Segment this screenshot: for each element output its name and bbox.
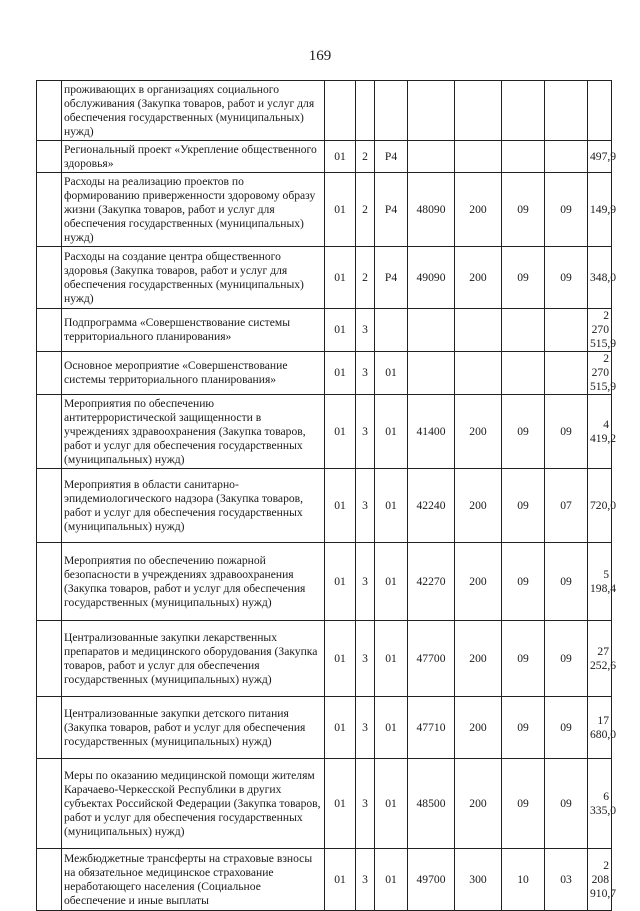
budget-table [36,80,617,911]
row-amount: 149,9 [588,173,612,247]
table-row [37,81,612,141]
row-amount: 348,0 [588,247,612,309]
row-name: Мероприятия по обеспечению антитеррористической защищенности в учреждениях здравоохранения (Закупка товаров, работ и услуг для обеспечения государственных (муниципальных) нужд) [62,395,325,469]
row-amount: 2 208 910,7 [588,849,612,911]
row-name: Расходы на создание центра общественного здоровья (Закупка товаров, работ и услуг для обеспечения государственных (муниципальных) нужд) [62,247,325,309]
row-name: Основное мероприятие «Совершенствование системы территориального планирования» [62,352,325,395]
budget-table-body [37,81,617,911]
row-amount: 497,9 [588,141,612,173]
table-row: Подпрограмма «Совершенствование системы территориального планирования» 01 3 2 270 515,9 [37,309,612,352]
row-name: Меры по оказанию медицинской помощи жителям Карачаево-Черкесской Республики в других субъектах Российской Федерации (Закупка товаров, работ и услуг для обеспечения государственных (муниципальных) нужд) [62,759,325,849]
row-amount: 17 680,0 [588,697,612,759]
table-row: Расходы на создание центра общественного здоровья (Закупка товаров, работ и услуг для обеспечения государственных (муниципальных) нужд) 01 2 P4 49090 200 09 09 348,0 [37,247,612,309]
row-amount: 2 270 515,9 [588,352,612,395]
row-name: Подпрограмма «Совершенствование системы территориального планирования» [62,309,325,352]
row-name: Централизованные закупки детского питания (Закупка товаров, работ и услуг для обеспечения государственных (муниципальных) нужд) [62,697,325,759]
row-amount: 6 335,0 [588,759,612,849]
table-row: Расходы на реализацию проектов по формированию приверженности здоровому образу жизни (Закупка товаров, работ и услуг для обеспечения государственных (муниципальных) нужд) 01 2 P4 48090 200 09 09 149,9 [37,173,612,247]
row-amount: 720,0 [588,469,612,543]
row-amount: 4 419,2 [588,395,612,469]
table-row: Централизованные закупки детского питания (Закупка товаров, работ и услуг для обеспечения государственных (муниципальных) нужд) 01 3 01 47710 200 09 09 17 680,0 [37,697,612,759]
row-name: Мероприятия по обеспечению пожарной безопасности в учреждениях здравоохранения (Закупка товаров, работ и услуг для обеспечения государственных (муниципальных) нужд) [62,543,325,621]
table-row: Централизованные закупки лекарственных препаратов и медицинского оборудования (Закупка товаров, работ и услуг для обеспечения государственных (муниципальных) нужд) 01 3 01 47700 200 09 09 27 252,6 [37,621,612,697]
table-row: Межбюджетные трансферты на страховые взносы на обязательное медицинское страхование неработающего населения (Социальное обеспечение и иные выплаты 01 3 01 49700 300 10 03 2 208 910,7 [37,849,612,911]
row-amount: 5 198,4 [588,543,612,621]
row-name: Мероприятия в области санитарно-эпидемиологического надзора (Закупка товаров, работ и услуг для обеспечения государственных (муниципальных) нужд) [62,469,325,543]
page-number: 169 [308,48,332,64]
row-name: проживающих в организациях социального обслуживания (Закупка товаров, работ и услуг для обеспечения государственных (муниципальных) нужд) [62,81,325,141]
row-name: Централизованные закупки лекарственных препаратов и медицинского оборудования (Закупка товаров, работ и услуг для обеспечения государственных (муниципальных) нужд) [62,621,325,697]
table-row: Мероприятия по обеспечению пожарной безопасности в учреждениях здравоохранения (Закупка товаров, работ и услуг для обеспечения государственных (муниципальных) нужд) 01 3 01 42270 200 09 09 5 198,4 [37,543,612,621]
table-row: Мероприятия в области санитарно-эпидемиологического надзора (Закупка товаров, работ и услуг для обеспечения государственных (муниципальных) нужд) 01 3 01 42240 200 09 07 720,0 [37,469,612,543]
row-name: Расходы на реализацию проектов по формированию приверженности здоровому образу жизни (Закупка товаров, работ и услуг для обеспечения государственных (муниципальных) нужд) [62,173,325,247]
row-name: Межбюджетные трансферты на страховые взносы на обязательное медицинское страхование неработающего населения (Социальное обеспечение и иные выплаты [62,849,325,911]
table-row: Меры по оказанию медицинской помощи жителям Карачаево-Черкесской Республики в других субъектах Российской Федерации (Закупка товаров, работ и услуг для обеспечения государственных (муниципальных) нужд) 01 3 01 48500 200 09 09 6 335,0 [37,759,612,849]
table-row: Мероприятия по обеспечению антитеррористической защищенности в учреждениях здравоохранения (Закупка товаров, работ и услуг для обеспечения государственных (муниципальных) нужд) 01 3 01 41400 200 09 09 4 419,2 [37,395,612,469]
row-amount: 27 252,6 [588,621,612,697]
table-row: Региональный проект «Укрепление общественного здоровья» 01 2 P4 497,9 [37,141,612,173]
row-amount: 2 270 515,9 [588,309,612,352]
row-name: Региональный проект «Укрепление общественного здоровья» [62,141,325,173]
row-amount [588,81,612,141]
table-row: Основное мероприятие «Совершенствование системы территориального планирования» 01 3 01 2 270 515,9 [37,352,612,395]
